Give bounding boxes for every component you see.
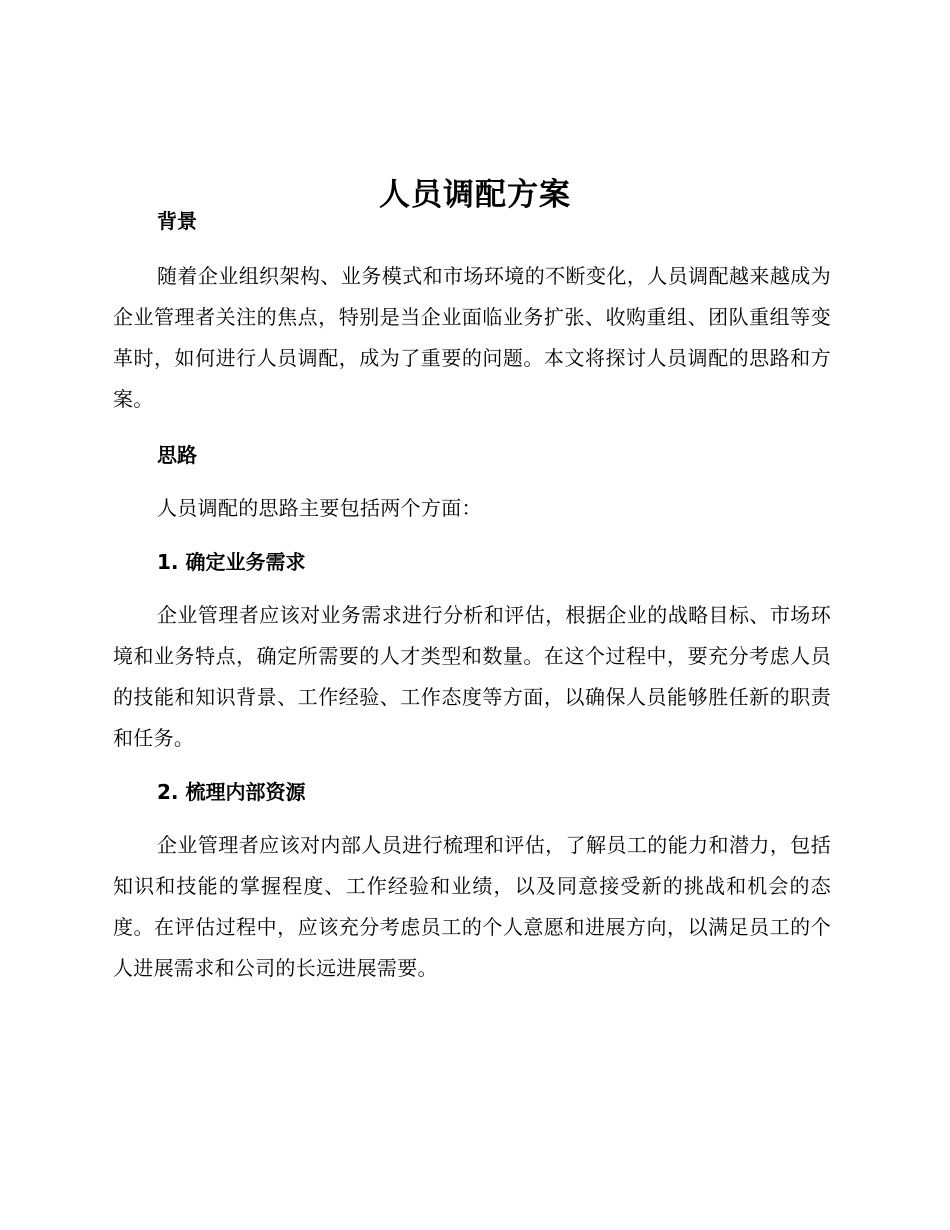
section-heading-item-1: 1. 确定业务需求: [157, 550, 306, 574]
section-paragraph-item-1: 企业管理者应该对业务需求进行分析和评估，根据企业的战略目标、市场环境和业务特点，确定所需要的人才类型和数量。在这个过程中，要充分考虑人员的技能和知识背景、工作经验、工作态度等方面，以确保人员能够胜任新的职责和任务。: [113, 603, 831, 750]
section-heading-item-2: 2. 梳理内部资源: [157, 780, 306, 804]
document-body: [113, 200, 831, 989]
section-item-1: [113, 543, 831, 759]
section-heading-background: 背景: [157, 209, 197, 233]
section-paragraph-approach: 人员调配的思路主要包括两个方面：: [157, 496, 482, 520]
section-background: [113, 202, 831, 420]
section-paragraph-background: 随着企业组织架构、业务模式和市场环境的不断变化，人员调配越来越成为企业管理者关注的焦点，特别是当企业面临业务扩张、收购重组、团队重组等变革时，如何进行人员调配，成为了重要的问题。本文将探讨人员调配的思路和方案。: [113, 264, 831, 411]
section-approach: [113, 436, 831, 529]
section-heading-approach: 思路: [157, 443, 197, 467]
document-title: 人员调配方案: [379, 176, 571, 213]
section-item-2: [113, 773, 831, 989]
section-paragraph-item-2: 企业管理者应该对内部人员进行梳理和评估，了解员工的能力和潜力，包括知识和技能的掌握程度、工作经验和业绩，以及同意接受新的挑战和机会的态度。在评估过程中，应该充分考虑员工的个人意愿和进展方向，以满足员工的个人进展需求和公司的长远进展需要。: [113, 833, 831, 980]
